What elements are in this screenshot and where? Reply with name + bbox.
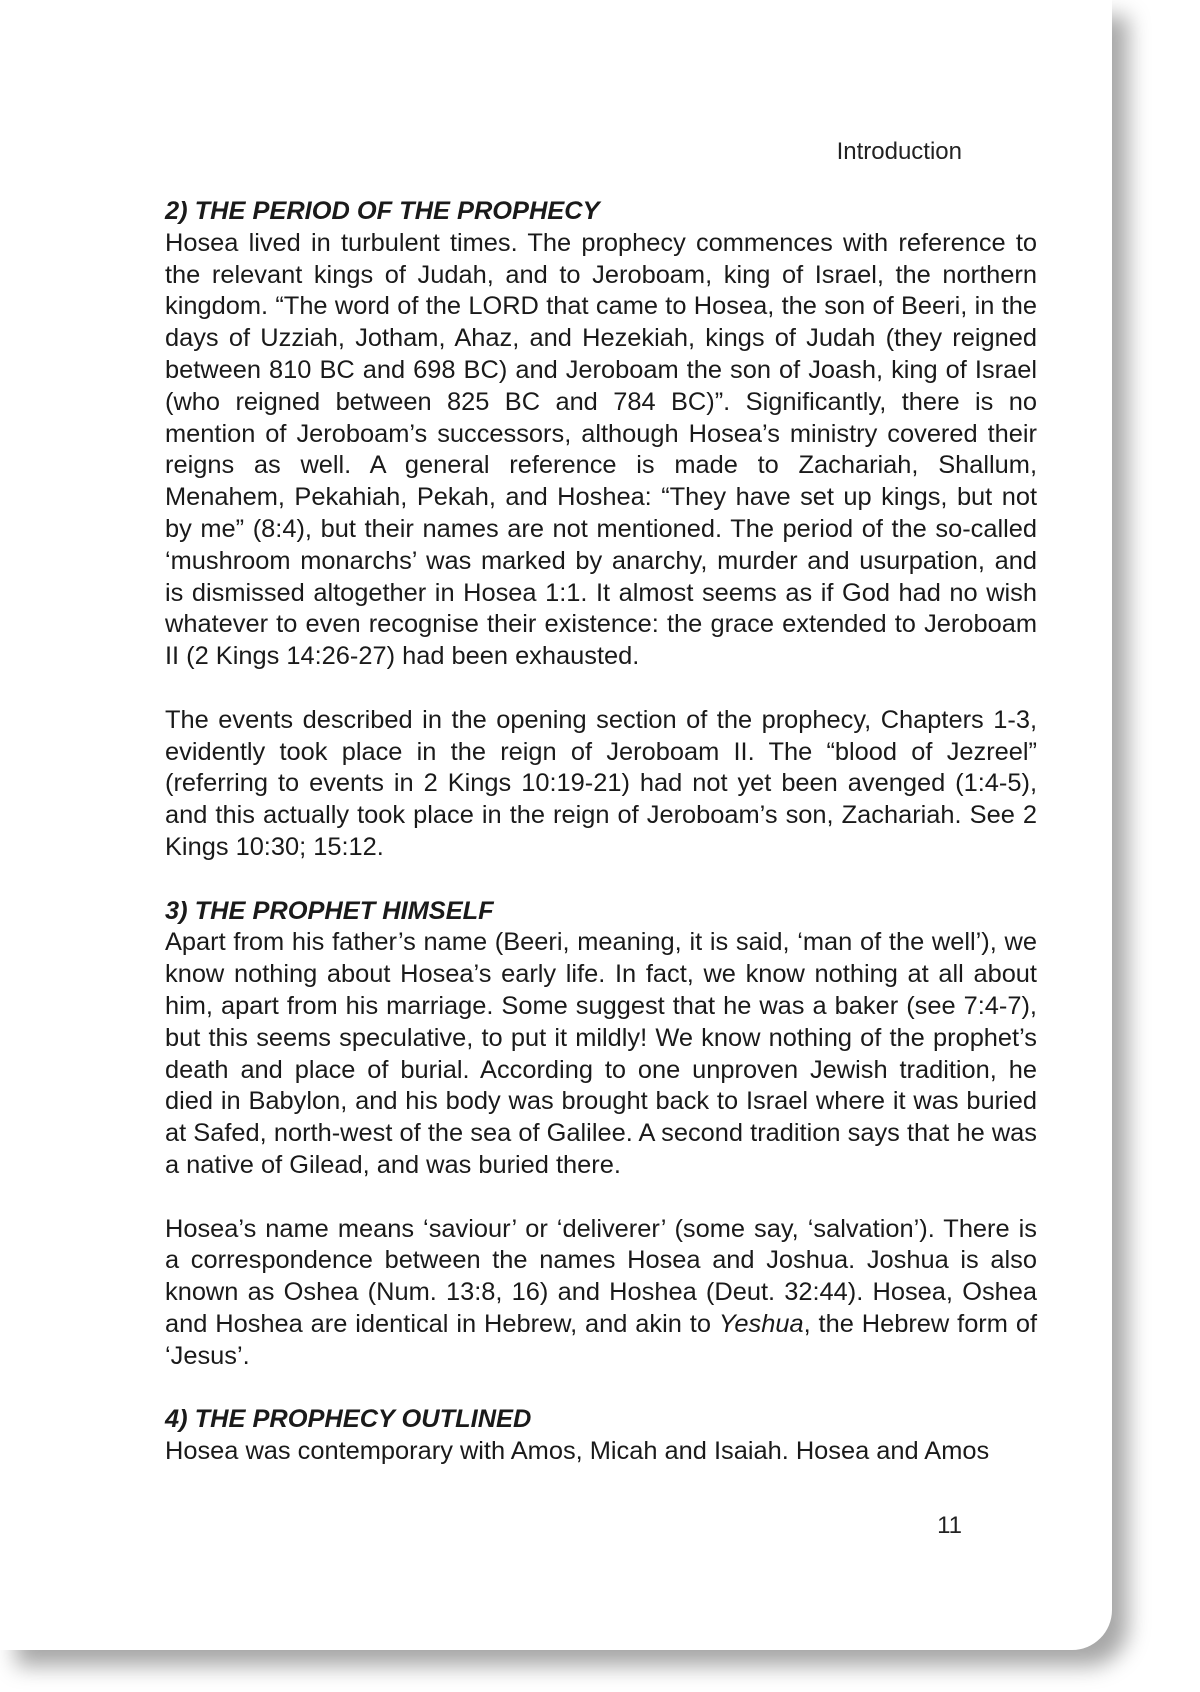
- page-body: [165, 196, 1037, 1468]
- section-heading-outline: 4) THE PROPHECY OUTLINED: [165, 1405, 532, 1434]
- page-number: 11: [937, 1512, 962, 1539]
- section-heading-prophet: 3) THE PROPHET HIMSELF: [165, 896, 494, 925]
- paragraph-period-2: The events described in the opening section of the prophecy, Chapters 1-3, evidently took place in the reign of Jeroboam II. The “blood of Jezreel” (referring to events in 2 Kings 10:19-21) had not yet been avenged (1:4-5), and this actually took place in the reign of Jeroboam’s son, Zachariah. See 2 Kings 10:30; 15:12.: [165, 705, 1037, 861]
- paragraph-prophet-2-text-b: , the Hebrew form of ‘Jesus’.: [165, 1309, 1037, 1370]
- paragraph-prophet-2-text-a: Hosea’s name means ‘saviour’ or ‘deliverer’ (some say, ‘salvation’). There is a correspondence between the names Hosea and Joshua. Joshua is also known as Oshea (Num. 13:8, 16) and Hoshea (Deut. 32:44). Hosea, Oshea and Hoshea are identical in Hebrew, and akin to: [165, 1214, 1037, 1338]
- paragraph-outline-1: Hosea was contemporary with Amos, Micah and Isaiah. Hosea and Amos: [165, 1437, 990, 1466]
- paragraph-prophet-2: [165, 1214, 1037, 1373]
- italic-term-yeshua: Yeshua: [718, 1309, 804, 1338]
- section-heading-period: 2) THE PERIOD OF THE PROPHECY: [165, 197, 600, 225]
- running-head: Introduction: [836, 138, 962, 165]
- paragraph-period-1: Hosea lived in turbulent times. The prophecy commences with reference to the relevant kings of Judah, and to Jeroboam, king of Israel, the northern kingdom. “The word of the LORD that came to Hosea, the son of Beeri, in the days of Uzziah, Jotham, Ahaz, and Hezekiah, kings of Judah (they reigned between 810 BC and 698 BC) and Jeroboam the son of Joash, king of Israel (who reigned between 825 BC and 784 BC)”. Significantly, there is no mention of Jeroboam’s successors, although Hosea’s ministry covered their reigns as well. A general reference is made to Zachariah, Shallum, Menahem, Pekahiah, Pekah, and Hoshea: “They have set up kings, but not by me” (8:4), but their names are not mentioned. The period of the so-called ‘mushroom monarchs’ was marked by anarchy, murder and usurpation, and is dismissed altogether in Hosea 1:1. It almost seems as if God had no wish whatever to even recognise their existence: the grace extended to Jeroboam II (2 Kings 14:26-27) had been exhausted.: [165, 228, 1037, 671]
- paragraph-prophet-1: Apart from his father’s name (Beeri, meaning, it is said, ‘man of the well’), we know nothing about Hosea’s early life. In fact, we know nothing at all about him, apart from his marriage. Some suggest that he was a baker (see 7:4-7), but this seems speculative, to put it mildly! We know nothing of the prophet’s death and place of burial. According to one unproven Jewish tradition, he died in Babylon, and his body was brought back to Israel where it was buried at Safed, north-west of the sea of Galilee. A second tradition says that he was a native of Gilead, and was buried there.: [165, 928, 1037, 1179]
